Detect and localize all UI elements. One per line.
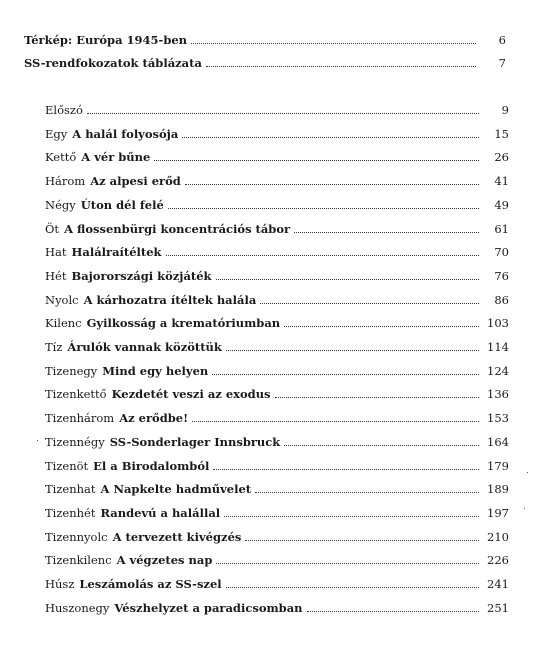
toc-chapter-entry: [45, 173, 509, 189]
dot-leader: [284, 435, 479, 446]
toc-chapter-label: [45, 458, 209, 474]
chapter-number: Tizenhat: [45, 482, 96, 497]
chapter-number: Három: [45, 174, 86, 189]
toc-chapter-label: [45, 292, 256, 308]
chapter-page: 241: [487, 577, 509, 591]
chapter-title: Gyilkosság a krematóriumban: [86, 316, 281, 331]
toc-entry-page: 7: [498, 56, 506, 70]
chapter-title: Kezdetét veszi az exodus: [111, 387, 271, 402]
dot-leader: [275, 387, 479, 398]
chapter-number: Tizenhárom: [45, 411, 115, 426]
chapter-title: Az alpesi erőd: [90, 174, 181, 189]
chapter-title: Vészhelyzet a paradicsomban: [114, 600, 303, 615]
dot-leader: [154, 150, 479, 161]
chapter-page: 103: [487, 316, 509, 331]
toc-chapter-label: [45, 268, 212, 284]
toc-chapter-label: [45, 315, 280, 331]
chapter-title: Leszámolás az SS-szel: [79, 577, 222, 591]
chapter-number: Tíz: [45, 340, 63, 354]
toc-chapter-entry: [45, 434, 509, 450]
chapter-page: 153: [487, 411, 509, 426]
chapter-page: 189: [487, 482, 509, 497]
toc-chapter-label: [45, 363, 208, 379]
toc-chapter-label: [45, 600, 303, 616]
dot-leader: [307, 601, 479, 612]
chapter-title: Az erődbe!: [119, 411, 189, 426]
toc-chapter-entry: [45, 244, 509, 260]
dot-leader: [294, 222, 479, 233]
chapter-number: Öt: [45, 221, 60, 236]
chapter-title: A Napkelte hadművelet: [100, 482, 252, 497]
dot-leader: [212, 364, 479, 375]
chapter-title: A végzetes nap: [116, 553, 213, 568]
toc-chapter-label: [45, 505, 220, 521]
toc-chapter-entry: [45, 505, 509, 521]
chapter-title: Bajorországi közjáték: [71, 268, 212, 283]
toc-chapter-entry: [45, 458, 509, 474]
toc-chapter-entry: [45, 315, 509, 331]
toc-chapter-entry: [45, 197, 509, 213]
toc-chapter-entry: [45, 102, 509, 118]
toc-chapter-label: [45, 149, 150, 165]
chapter-number: Hat: [45, 245, 67, 260]
toc-chapter-label: [45, 481, 251, 497]
chapter-page: 15: [494, 126, 509, 141]
dot-leader: [192, 411, 479, 422]
toc-chapter-label: [45, 339, 222, 355]
chapter-page: 86: [494, 292, 509, 307]
toc-chapter-label: [45, 529, 241, 545]
dot-leader: [226, 340, 479, 351]
chapter-title: Randevú a halállal: [100, 505, 221, 520]
chapter-page: 251: [487, 600, 509, 615]
chapter-page: 226: [487, 553, 509, 568]
toc-chapter-label: [45, 221, 290, 237]
dot-leader: [182, 127, 479, 138]
toc-front-entry-ranks: [24, 55, 506, 71]
toc-chapter-entry: [45, 363, 509, 379]
toc-entry-title: Térkép: Európa 1945-ben: [24, 33, 188, 47]
toc-chapter-entry: [45, 126, 509, 142]
chapter-number: Huszonegy: [45, 600, 110, 615]
toc-chapter-entry: [45, 481, 509, 497]
chapter-number: Húsz: [45, 577, 75, 591]
toc-chapter-entry: [45, 552, 509, 568]
dot-leader: [206, 56, 476, 67]
chapter-page: 41: [494, 174, 509, 189]
dot-leader: [284, 316, 479, 327]
toc-entry-page: 6: [498, 33, 506, 47]
chapter-number: Egy: [45, 126, 68, 141]
toc-chapter-entry: [45, 221, 509, 237]
toc-chapter-label: [45, 102, 83, 118]
toc-chapter-label: [45, 386, 271, 402]
dot-leader: [226, 577, 479, 588]
dot-leader: [245, 530, 479, 541]
toc-chapter-label: [45, 410, 188, 426]
chapter-number: Tizenkettő: [45, 387, 107, 402]
toc-chapter-entry: [45, 386, 509, 402]
chapter-title: A kárhozatra ítéltek halála: [83, 292, 257, 307]
dot-leader: [185, 174, 479, 185]
chapter-page: 61: [494, 221, 509, 236]
dot-leader: [255, 482, 479, 493]
chapter-title: El a Birodalomból: [93, 458, 210, 473]
chapter-page: 136: [487, 387, 509, 402]
dot-leader: [87, 103, 479, 114]
chapter-page: 164: [487, 434, 509, 449]
toc-chapter-label: [45, 197, 164, 213]
chapter-title: A halál folyosója: [72, 126, 179, 141]
chapter-number: Hét: [45, 268, 67, 283]
chapter-number: Tizenöt: [45, 458, 89, 473]
chapter-number: Négy: [45, 197, 76, 212]
chapter-number: Tizenegy: [45, 363, 98, 378]
toc-chapter-label: [45, 173, 181, 189]
chapter-number: Kettő: [45, 150, 77, 165]
toc-chapter-entry: [45, 600, 509, 616]
chapter-title: Úton dél felé: [80, 197, 164, 212]
chapter-page: 70: [494, 245, 509, 260]
chapter-page: 9: [501, 103, 509, 117]
dot-leader: [216, 269, 479, 280]
scan-speck: [527, 472, 528, 473]
chapter-number: Tizennyolc: [45, 529, 108, 544]
dot-leader: [224, 506, 479, 517]
chapter-title: A vér bűne: [81, 150, 151, 165]
toc-chapter-label: [45, 434, 280, 450]
dot-leader: [260, 293, 479, 304]
toc-chapter-label: [45, 244, 162, 260]
dot-leader: [216, 553, 479, 564]
toc-chapter-entry: [45, 529, 509, 545]
chapter-title: Árulók vannak közöttük: [67, 340, 222, 354]
toc-chapter-entry: [45, 576, 509, 592]
chapter-page: 26: [494, 150, 509, 165]
chapter-page: 114: [487, 340, 509, 354]
chapter-page: 210: [487, 529, 509, 544]
chapter-page: 49: [494, 197, 509, 212]
chapter-page: 76: [494, 268, 509, 283]
toc-chapter-entry: [45, 292, 509, 308]
toc-chapter-entry: [45, 410, 509, 426]
chapter-title: SS-Sonderlager Innsbruck: [109, 434, 281, 449]
toc-chapter-label: [45, 576, 222, 592]
dot-leader: [191, 33, 476, 44]
toc-chapter-label: [45, 552, 212, 568]
chapter-number: Tizennégy: [45, 434, 105, 449]
chapter-title: Halálraítéltek: [71, 245, 162, 260]
chapter-number: Kilenc: [45, 316, 82, 331]
chapter-page: 197: [487, 505, 509, 520]
dot-leader: [166, 245, 480, 256]
chapter-title: Mind egy helyen: [102, 363, 209, 378]
toc-chapter-entry: [45, 149, 509, 165]
scan-speck: [524, 508, 525, 509]
chapter-title: A flossenbürgi koncentrációs tábor: [64, 221, 291, 236]
dot-leader: [213, 459, 479, 470]
toc-chapter-entry: [45, 268, 509, 284]
chapter-number: Nyolc: [45, 292, 79, 307]
toc-front-entry-map: [24, 32, 506, 48]
scan-speck: [37, 440, 38, 441]
chapter-number: Előszó: [45, 103, 83, 117]
chapter-page: 124: [487, 363, 509, 378]
dot-leader: [168, 198, 479, 209]
chapter-title: A tervezett kivégzés: [112, 529, 242, 544]
chapter-number: Tizenhét: [45, 505, 96, 520]
toc-chapter-label: [45, 126, 178, 142]
toc-chapter-entry: [45, 339, 509, 355]
chapter-number: Tizenkilenc: [45, 553, 112, 568]
chapter-page: 179: [487, 458, 509, 473]
toc-entry-title: SS-rendfokozatok táblázata: [24, 56, 202, 70]
